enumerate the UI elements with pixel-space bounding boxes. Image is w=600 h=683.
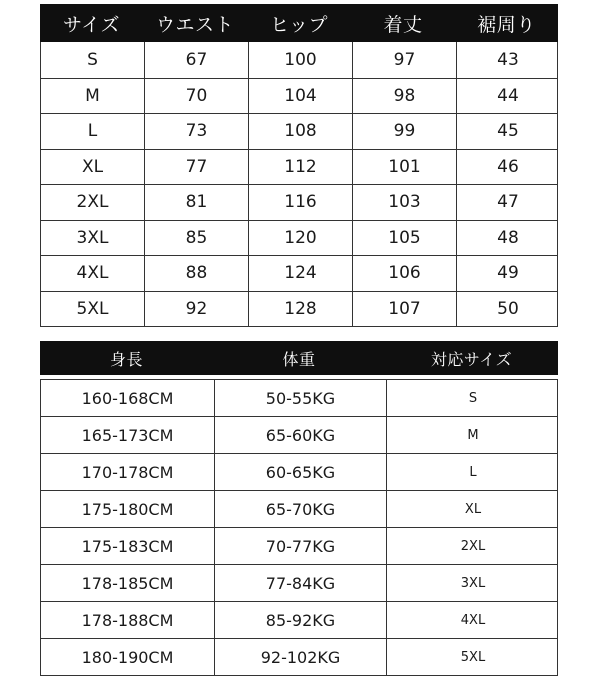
table-row	[41, 78, 557, 114]
hip-cell: 124	[248, 256, 352, 291]
table-row	[41, 490, 557, 527]
weight-cell: 92-102KG	[214, 639, 386, 675]
weight-cell: 85-92KG	[214, 602, 386, 638]
size-cell: 3XL	[76, 227, 109, 248]
table-row	[41, 42, 557, 78]
waist-cell: 70	[144, 79, 248, 114]
header-length: 着丈	[383, 13, 423, 36]
header-waist: ウエスト	[155, 13, 234, 36]
size-cell: XL	[81, 156, 104, 177]
waist-cell: 92	[144, 292, 248, 327]
header-weight: 体重	[282, 349, 316, 369]
table-row	[41, 638, 557, 675]
length-cell: 103	[352, 185, 456, 220]
table-row	[41, 416, 557, 453]
size-cell: M	[85, 85, 100, 106]
weight-cell: 60-65KG	[214, 454, 386, 490]
header-size: サイズ	[63, 13, 120, 36]
recommended-size-cell: 3XL	[386, 565, 559, 601]
length-cell: 106	[352, 256, 456, 291]
weight-cell: 65-60KG	[214, 417, 386, 453]
height-cell: 175-183CM	[81, 536, 174, 556]
hip-cell: 112	[248, 150, 352, 185]
table-row	[41, 255, 557, 291]
size-table-header	[40, 4, 558, 42]
height-cell: 178-185CM	[81, 573, 174, 593]
fit-guide-table	[40, 341, 558, 676]
table-row	[41, 113, 557, 149]
height-cell: 180-190CM	[81, 647, 174, 667]
hip-cell: 116	[248, 185, 352, 220]
weight-cell: 65-70KG	[214, 491, 386, 527]
length-cell: 99	[352, 114, 456, 149]
waist-cell: 85	[144, 221, 248, 256]
waist-cell: 88	[144, 256, 248, 291]
table-row	[41, 149, 557, 185]
table-row	[41, 601, 557, 638]
hem-cell: 45	[456, 114, 559, 149]
table-row	[41, 220, 557, 256]
weight-cell: 77-84KG	[214, 565, 386, 601]
size-cell: S	[87, 49, 98, 70]
size-table-body	[40, 42, 558, 327]
fit-table-body	[40, 379, 558, 676]
table-row	[41, 184, 557, 220]
header-hem: 裾周り	[477, 13, 536, 36]
table-row	[41, 291, 557, 327]
length-cell: 101	[352, 150, 456, 185]
hem-cell: 43	[456, 42, 559, 78]
length-cell: 98	[352, 79, 456, 114]
fit-table-header	[40, 341, 558, 375]
weight-cell: 50-55KG	[214, 380, 386, 416]
header-recommended-size: 対応サイズ	[430, 349, 513, 369]
height-cell: 175-180CM	[81, 499, 174, 519]
size-cell: 2XL	[76, 192, 109, 213]
waist-cell: 73	[144, 114, 248, 149]
recommended-size-cell: S	[386, 380, 559, 416]
hip-cell: 104	[248, 79, 352, 114]
recommended-size-cell: 5XL	[386, 639, 559, 675]
hem-cell: 48	[456, 221, 559, 256]
recommended-size-cell: 4XL	[386, 602, 559, 638]
table-row	[41, 379, 557, 416]
size-cell: 5XL	[76, 298, 109, 319]
waist-cell: 67	[144, 42, 248, 78]
weight-cell: 70-77KG	[214, 528, 386, 564]
table-row	[41, 527, 557, 564]
size-cell: L	[87, 121, 98, 142]
length-cell: 105	[352, 221, 456, 256]
height-cell: 170-178CM	[81, 462, 174, 482]
hip-cell: 108	[248, 114, 352, 149]
hem-cell: 44	[456, 79, 559, 114]
recommended-size-cell: L	[386, 454, 559, 490]
hip-cell: 120	[248, 221, 352, 256]
size-measurement-table	[40, 4, 558, 327]
hip-cell: 100	[248, 42, 352, 78]
hem-cell: 50	[456, 292, 559, 327]
recommended-size-cell: M	[386, 417, 559, 453]
recommended-size-cell: XL	[386, 491, 559, 527]
hem-cell: 47	[456, 185, 559, 220]
hem-cell: 46	[456, 150, 559, 185]
height-cell: 165-173CM	[81, 425, 174, 445]
hem-cell: 49	[456, 256, 559, 291]
height-cell: 178-188CM	[81, 610, 174, 630]
length-cell: 107	[352, 292, 456, 327]
waist-cell: 77	[144, 150, 248, 185]
waist-cell: 81	[144, 185, 248, 220]
header-hip: ヒップ	[270, 13, 328, 36]
size-cell: 4XL	[76, 263, 109, 284]
table-row	[41, 453, 557, 490]
table-row	[41, 564, 557, 601]
hip-cell: 128	[248, 292, 352, 327]
recommended-size-cell: 2XL	[386, 528, 559, 564]
length-cell: 97	[352, 42, 456, 78]
height-cell: 160-168CM	[81, 388, 174, 408]
header-height: 身長	[109, 349, 143, 369]
